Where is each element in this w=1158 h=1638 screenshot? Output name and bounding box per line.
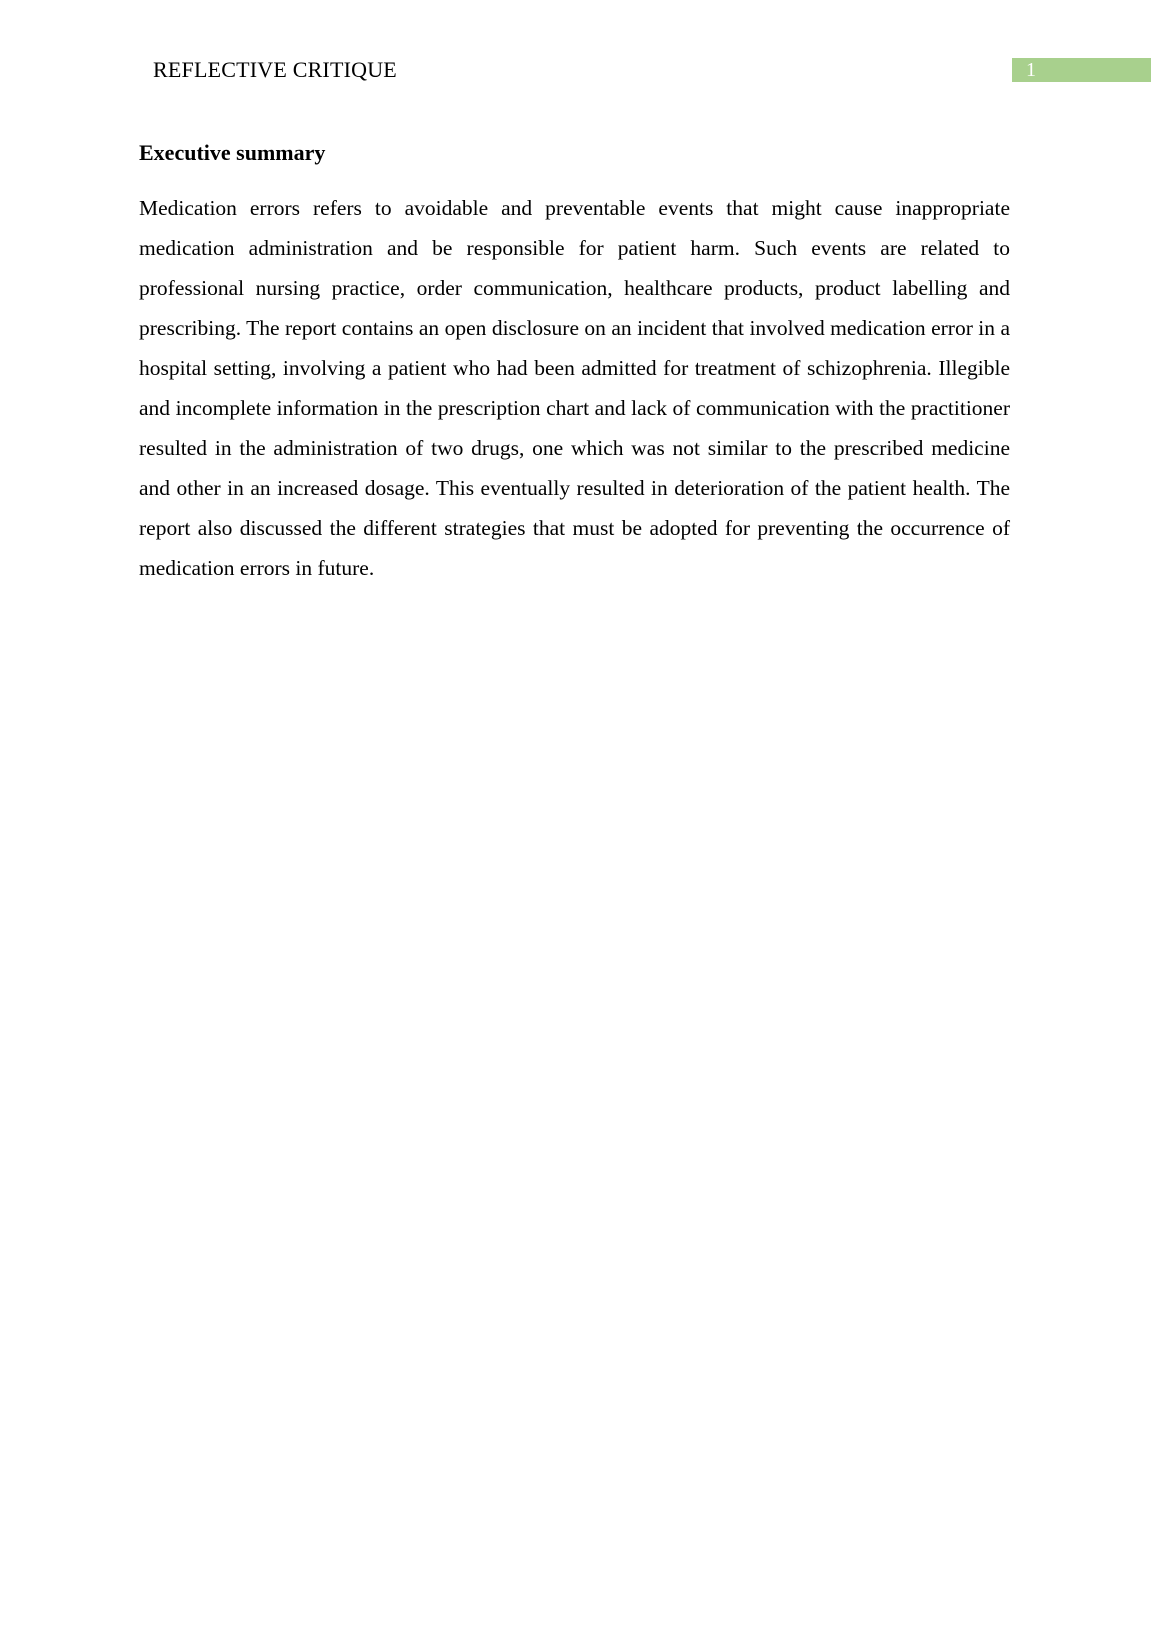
body-paragraph: Medication errors refers to avoidable and preventable events that might cause inappropriate medication administration and be responsible for patient harm. Such events are related to professional nursing practice, order communication, healthcare products, product labelling and prescribing. The report contains an open disclosure on an incident that involved medication error in a hospital setting, involving a patient who had been admitted for treatment of schizophrenia. Illegible and incomplete information in the prescription chart and lack of communication with the practitioner resulted in the administration of two drugs, one which was not similar to the prescribed medicine and other in an increased dosage. This eventually resulted in deterioration of the patient health. The report also discussed the different strategies that must be adopted for preventing the occurrence of medication errors in future. <box>139 196 1010 580</box>
section-heading: Executive summary <box>139 140 326 165</box>
page-number-box <box>1012 58 1151 82</box>
page-number: 1 <box>1026 59 1036 81</box>
running-header-title: REFLECTIVE CRITIQUE <box>153 57 397 82</box>
